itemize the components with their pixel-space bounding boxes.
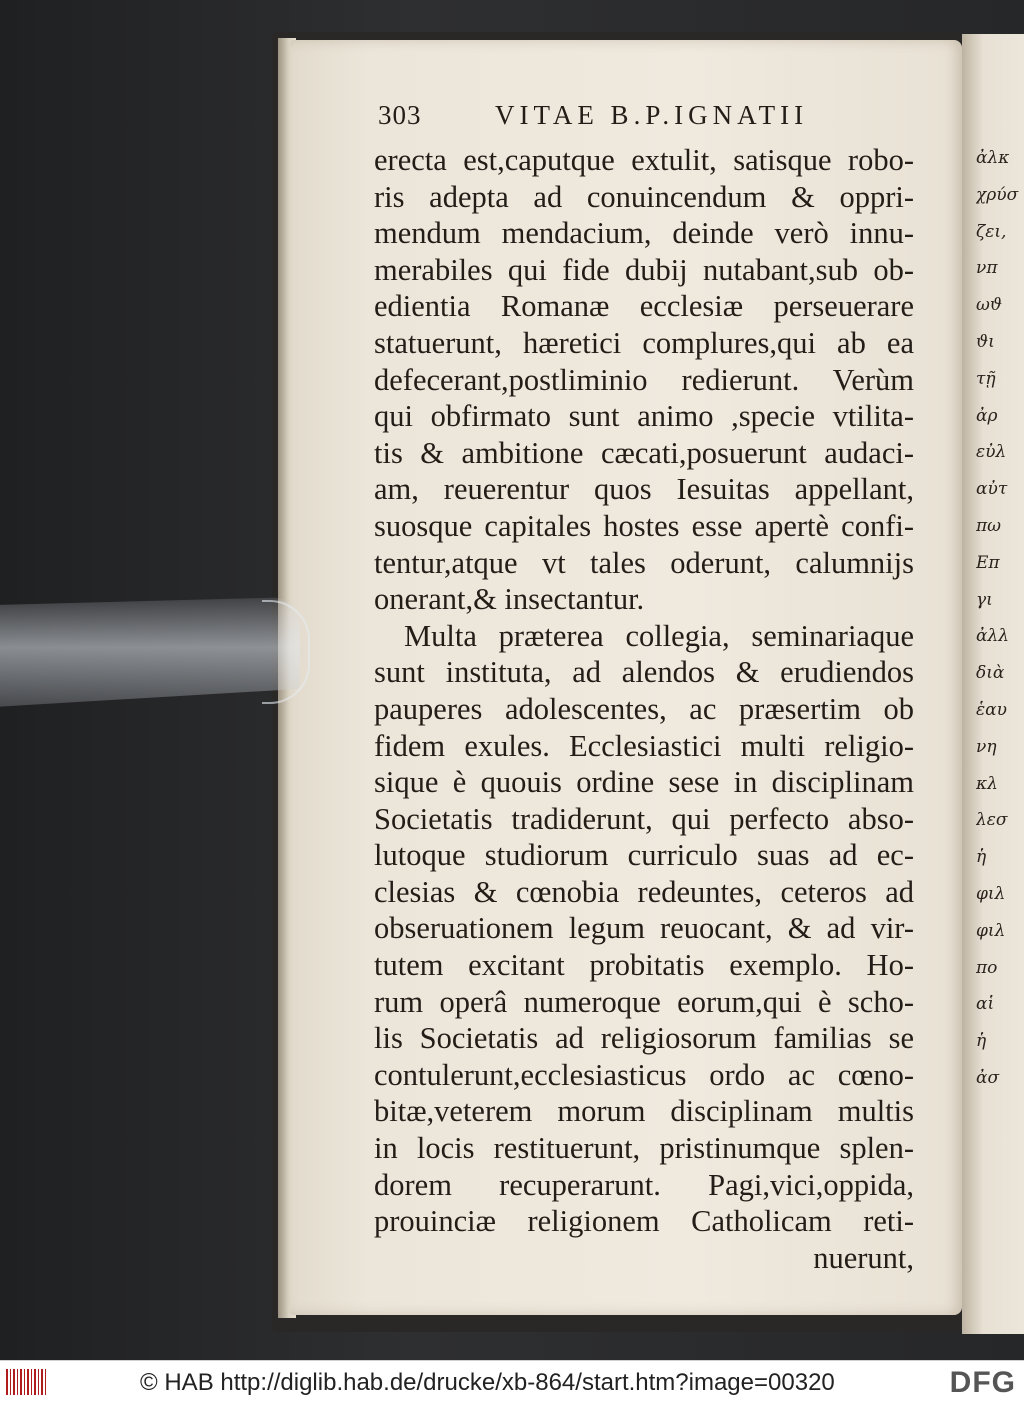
text-line: tentur,atque vt tales oderunt, calumnijs — [374, 545, 914, 580]
text-line: pauperes adolescentes, ac præsertim ob — [374, 691, 914, 726]
barcode-icon — [6, 1369, 48, 1395]
text-line: suosque capitales hostes esse apertè confi- — [374, 508, 914, 543]
page-holder-clip — [0, 597, 300, 709]
facing-line: ωϑ — [976, 295, 1003, 316]
source-link[interactable]: © HAB http://diglib.hab.de/drucke/xb-864/start.htm?image=00320 — [140, 1369, 835, 1396]
facing-line: ϑι — [976, 331, 995, 352]
facing-page-text — [976, 140, 1024, 1097]
text-line: onerant,& insectantur. — [374, 582, 645, 617]
facing-line: ἀσ — [976, 1067, 1000, 1088]
facing-line: αὐτ — [976, 479, 1008, 500]
facing-line: λεσ — [976, 810, 1008, 831]
facing-line: ἡ — [976, 1031, 987, 1052]
dfg-logo: DFG — [949, 1366, 1016, 1399]
text-line: Societatis tradiderunt, qui perfecto abso- — [374, 801, 914, 836]
text-line: tis & ambitione cæcati,posuerunt audaci- — [374, 435, 914, 470]
facing-line: πο — [976, 957, 998, 978]
page-body — [374, 142, 914, 1276]
text-line: am, reuerentur quos Iesuitas appellant, — [374, 472, 914, 507]
page-number: 303 — [378, 100, 422, 130]
facing-line: Επ — [976, 552, 1000, 573]
text-line: lis Societatis ad religiosorum familias se — [374, 1021, 914, 1056]
text-line: defecerant,postliminio redierunt. Verùm — [374, 362, 914, 397]
facing-line: ἀλκ — [976, 148, 1010, 168]
facing-line: φιλ — [976, 883, 1006, 904]
facing-line: χρύσ — [976, 184, 1019, 205]
facing-line: τῇ — [976, 368, 996, 389]
text-line: obseruationem legum reuocant, & ad vir- — [374, 911, 914, 946]
text-line: statuerunt, hæretici complures,qui ab ea — [374, 325, 914, 360]
facing-line: εὐλ — [976, 442, 1007, 463]
facing-line: ἑαυ — [976, 699, 1007, 720]
facing-line: διὰ — [976, 663, 1005, 684]
facing-line: ἡ — [976, 847, 987, 868]
facing-line: πω — [976, 515, 1002, 536]
text-line: dorem recuperarunt. Pagi,vici,oppida, — [374, 1167, 914, 1202]
catchword: nuerunt, — [813, 1240, 914, 1275]
text-line: lutoque studiorum curriculo suas ad ec- — [374, 838, 914, 873]
text-line: tutem excitant probitatis exemplo. Ho- — [374, 948, 914, 983]
text-line: bitæ,veterem morum disciplinam multis — [374, 1094, 914, 1129]
text-line: mendum mendacium, deinde verò innu- — [374, 216, 914, 251]
text-line: ris adepta ad conuincendum & oppri- — [374, 179, 914, 214]
running-head: VITAE B.P.IGNATII — [495, 100, 809, 130]
text-line: merabiles qui fide dubij nutabant,sub ob- — [374, 252, 914, 287]
text-line: in locis restituerunt, pristinumque splen- — [374, 1131, 914, 1166]
facing-line: γι — [976, 589, 993, 610]
facing-line: αἱ — [976, 994, 995, 1015]
text-line: prouinciæ religionem Catholicam reti- — [374, 1204, 914, 1239]
text-line: erecta est,caputque extulit, satisque robo- — [374, 143, 914, 177]
text-line: rum operâ numeroque eorum,qui è scho- — [374, 984, 914, 1019]
text-line: qui obfirmato sunt animo ,specie vtilita- — [374, 399, 914, 434]
facing-line: νη — [976, 736, 997, 757]
text-line: sique è quouis ordine sese in disciplinam — [374, 765, 914, 800]
text-line: edientia Romanæ ecclesiæ perseuerare — [374, 289, 914, 324]
facing-line: κλ — [976, 773, 998, 794]
text-line: contulerunt,ecclesiasticus ordo ac cœno- — [374, 1057, 914, 1092]
facing-line: ἀλλ — [976, 626, 1010, 647]
facing-line: νπ — [976, 258, 998, 279]
text-line: sunt instituta, ad alendos & erudiendos — [374, 655, 914, 690]
facing-line: φιλ — [976, 920, 1006, 941]
facing-line: ἀρ — [976, 405, 998, 426]
facing-line: ζει, — [976, 221, 1007, 242]
text-line: clesias & cœnobia redeuntes, ceteros ad — [374, 874, 914, 909]
page-header — [378, 100, 908, 140]
text-line: Multa præterea collegia, seminariaque — [404, 618, 914, 653]
viewer-footer — [0, 1360, 1024, 1403]
text-line: fidem exules. Ecclesiastici multi religio- — [374, 728, 914, 763]
